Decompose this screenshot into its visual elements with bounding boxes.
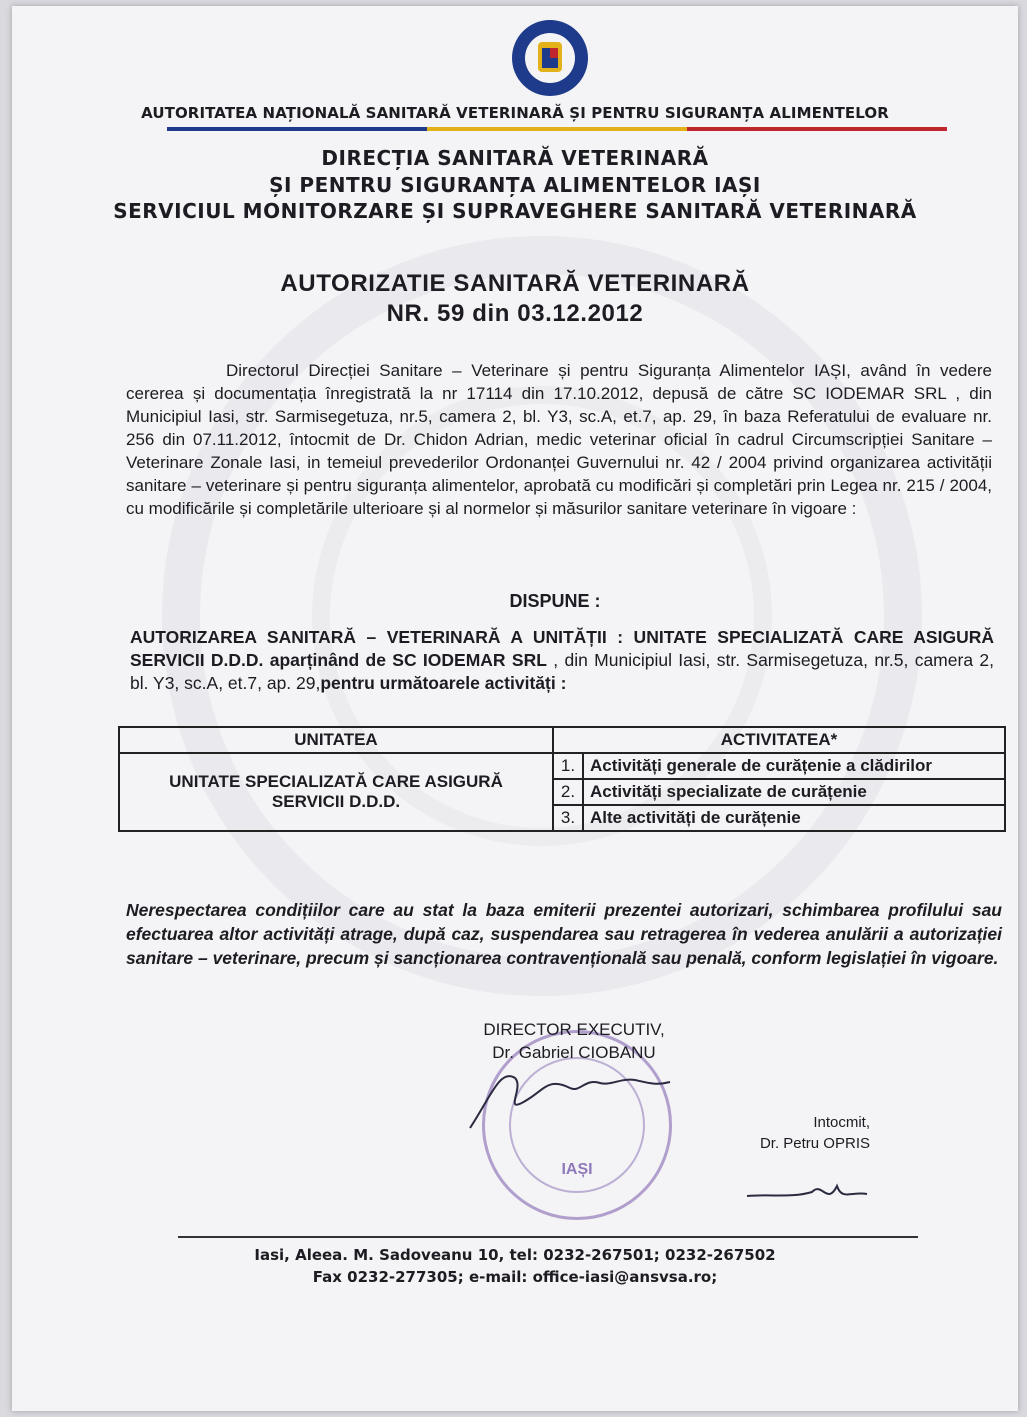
agency-name: AUTORITATEA NAȚIONALĂ SANITARĂ VETERINARĂ ȘI PENTRU SIGURANȚA ALIMENTELOR bbox=[141, 104, 889, 122]
footer-fax-email: Fax 0232-277305; e-mail: office-iasi@ansvsa.ro; bbox=[312, 1268, 718, 1286]
document-title: AUTORIZATIE SANITARĂ VETERINARĂ bbox=[280, 270, 750, 297]
document-page bbox=[12, 6, 1018, 1411]
prepared-by-block bbox=[734, 1112, 870, 1154]
activity-number: 1. bbox=[553, 753, 583, 779]
government-emblem-icon bbox=[500, 18, 600, 98]
footer-divider bbox=[178, 1236, 918, 1238]
authorization-end: pentru următoarele activități : bbox=[320, 673, 567, 693]
intro-text: Directorul Direcției Sanitare – Veterinare și pentru Siguranța Alimentelor IAȘI, având în vedere cererea și documentația înregistrată la nr 17114 din 17.10.2012, depusă de către SC IODEMAR SRL , din Municipiul Iasi, str. Sarmisegetuza, nr.5, camera 2, bl. Y3, sc.A, et.7, ap. 29, în baza Referatului de evaluare nr. 256 din 07.11.2012, întocmit de Dr. Chidon Adrian, medic veterinar oficial în cadrul Circumscripției Sanitare –Veterinare Zonale Iasi, in temeiul prevederilor Ordonanței Guvernului nr. 42 / 2004 privind organizarea activității sanitare – veterinare și pentru siguranța alimentelor, aprobată cu modificări și completări prin Legea nr. 215 / 2004, cu modificările și completările ulterioare și al normelor și măsurilor sanitare veterinare în vigoare : bbox=[126, 361, 992, 518]
activity-cell: Alte activități de curățenie bbox=[583, 805, 1005, 831]
director-name: Dr. Gabriel CIOBANU bbox=[492, 1043, 656, 1062]
unit-cell: UNITATE SPECIALIZATĂ CARE ASIGURĂ SERVICII D.D.D. bbox=[119, 753, 553, 831]
footer-address: Iasi, Aleea. M. Sadoveanu 10, tel: 0232-267501; 0232-267502 bbox=[254, 1246, 776, 1264]
activity-cell: Activități specializate de curățenie bbox=[583, 779, 1005, 805]
prepared-by-label: Intocmit, bbox=[813, 1114, 870, 1131]
prepared-by-name: Dr. Petru OPRIS bbox=[759, 1135, 870, 1152]
activities-table bbox=[118, 726, 1006, 832]
table-row bbox=[119, 753, 1005, 779]
table-header-unit: UNITATEA bbox=[119, 727, 553, 753]
preparer-signature bbox=[742, 1166, 882, 1216]
directorate-name: DIRECȚIA SANITARĂ VETERINARĂ bbox=[321, 146, 709, 170]
warning-paragraph: Nerespectarea condițiilor care au stat la baza emiterii prezentei autorizari, schimbarea profilului sau efectuarea altor activități atrage, după caz, suspendarea sau retragerea în vederea anulării a autorizației sanitare – veterinare, precum și sancționarea contravențională sau penală, conform legislației în vigoare. bbox=[126, 900, 1002, 968]
director-signature bbox=[460, 1058, 680, 1138]
director-title: DIRECTOR EXECUTIV, bbox=[483, 1020, 665, 1039]
activity-number: 2. bbox=[553, 779, 583, 805]
activity-number: 3. bbox=[553, 805, 583, 831]
activity-cell: Activități generale de curățenie a clădirilor bbox=[583, 753, 1005, 779]
service-name: SERVICIUL MONITORZARE ȘI SUPRAVEGHERE SANITARĂ VETERINARĂ bbox=[113, 199, 917, 223]
authorization-text bbox=[130, 626, 994, 695]
dispune-heading: DISPUNE : bbox=[509, 591, 601, 611]
footer-contact bbox=[12, 1244, 1018, 1288]
table-header-activity: ACTIVITATEA* bbox=[553, 727, 1005, 753]
authorization-bold: AUTORIZAREA SANITARĂ – VETERINARĂ A UNITĂȚII : UNITATE SPECIALIZATĂ CARE ASIGURĂ SERVICII D.D.D. aparținând de SC IODEMAR SRL bbox=[130, 627, 994, 670]
stamp-city: IAȘI bbox=[561, 1161, 593, 1178]
document-number: NR. 59 din 03.12.2012 bbox=[386, 300, 644, 327]
authorization-address: , din Municipiul Iasi, str. Sarmisegetuza, nr.5, camera 2, bl. Y3, sc.A, et.7, ap. 29, bbox=[130, 650, 994, 693]
directorate-subtitle: ȘI PENTRU SIGURANȚA ALIMENTELOR IAȘI bbox=[269, 173, 761, 197]
intro-paragraph bbox=[126, 359, 992, 520]
tricolor-line bbox=[167, 127, 947, 131]
